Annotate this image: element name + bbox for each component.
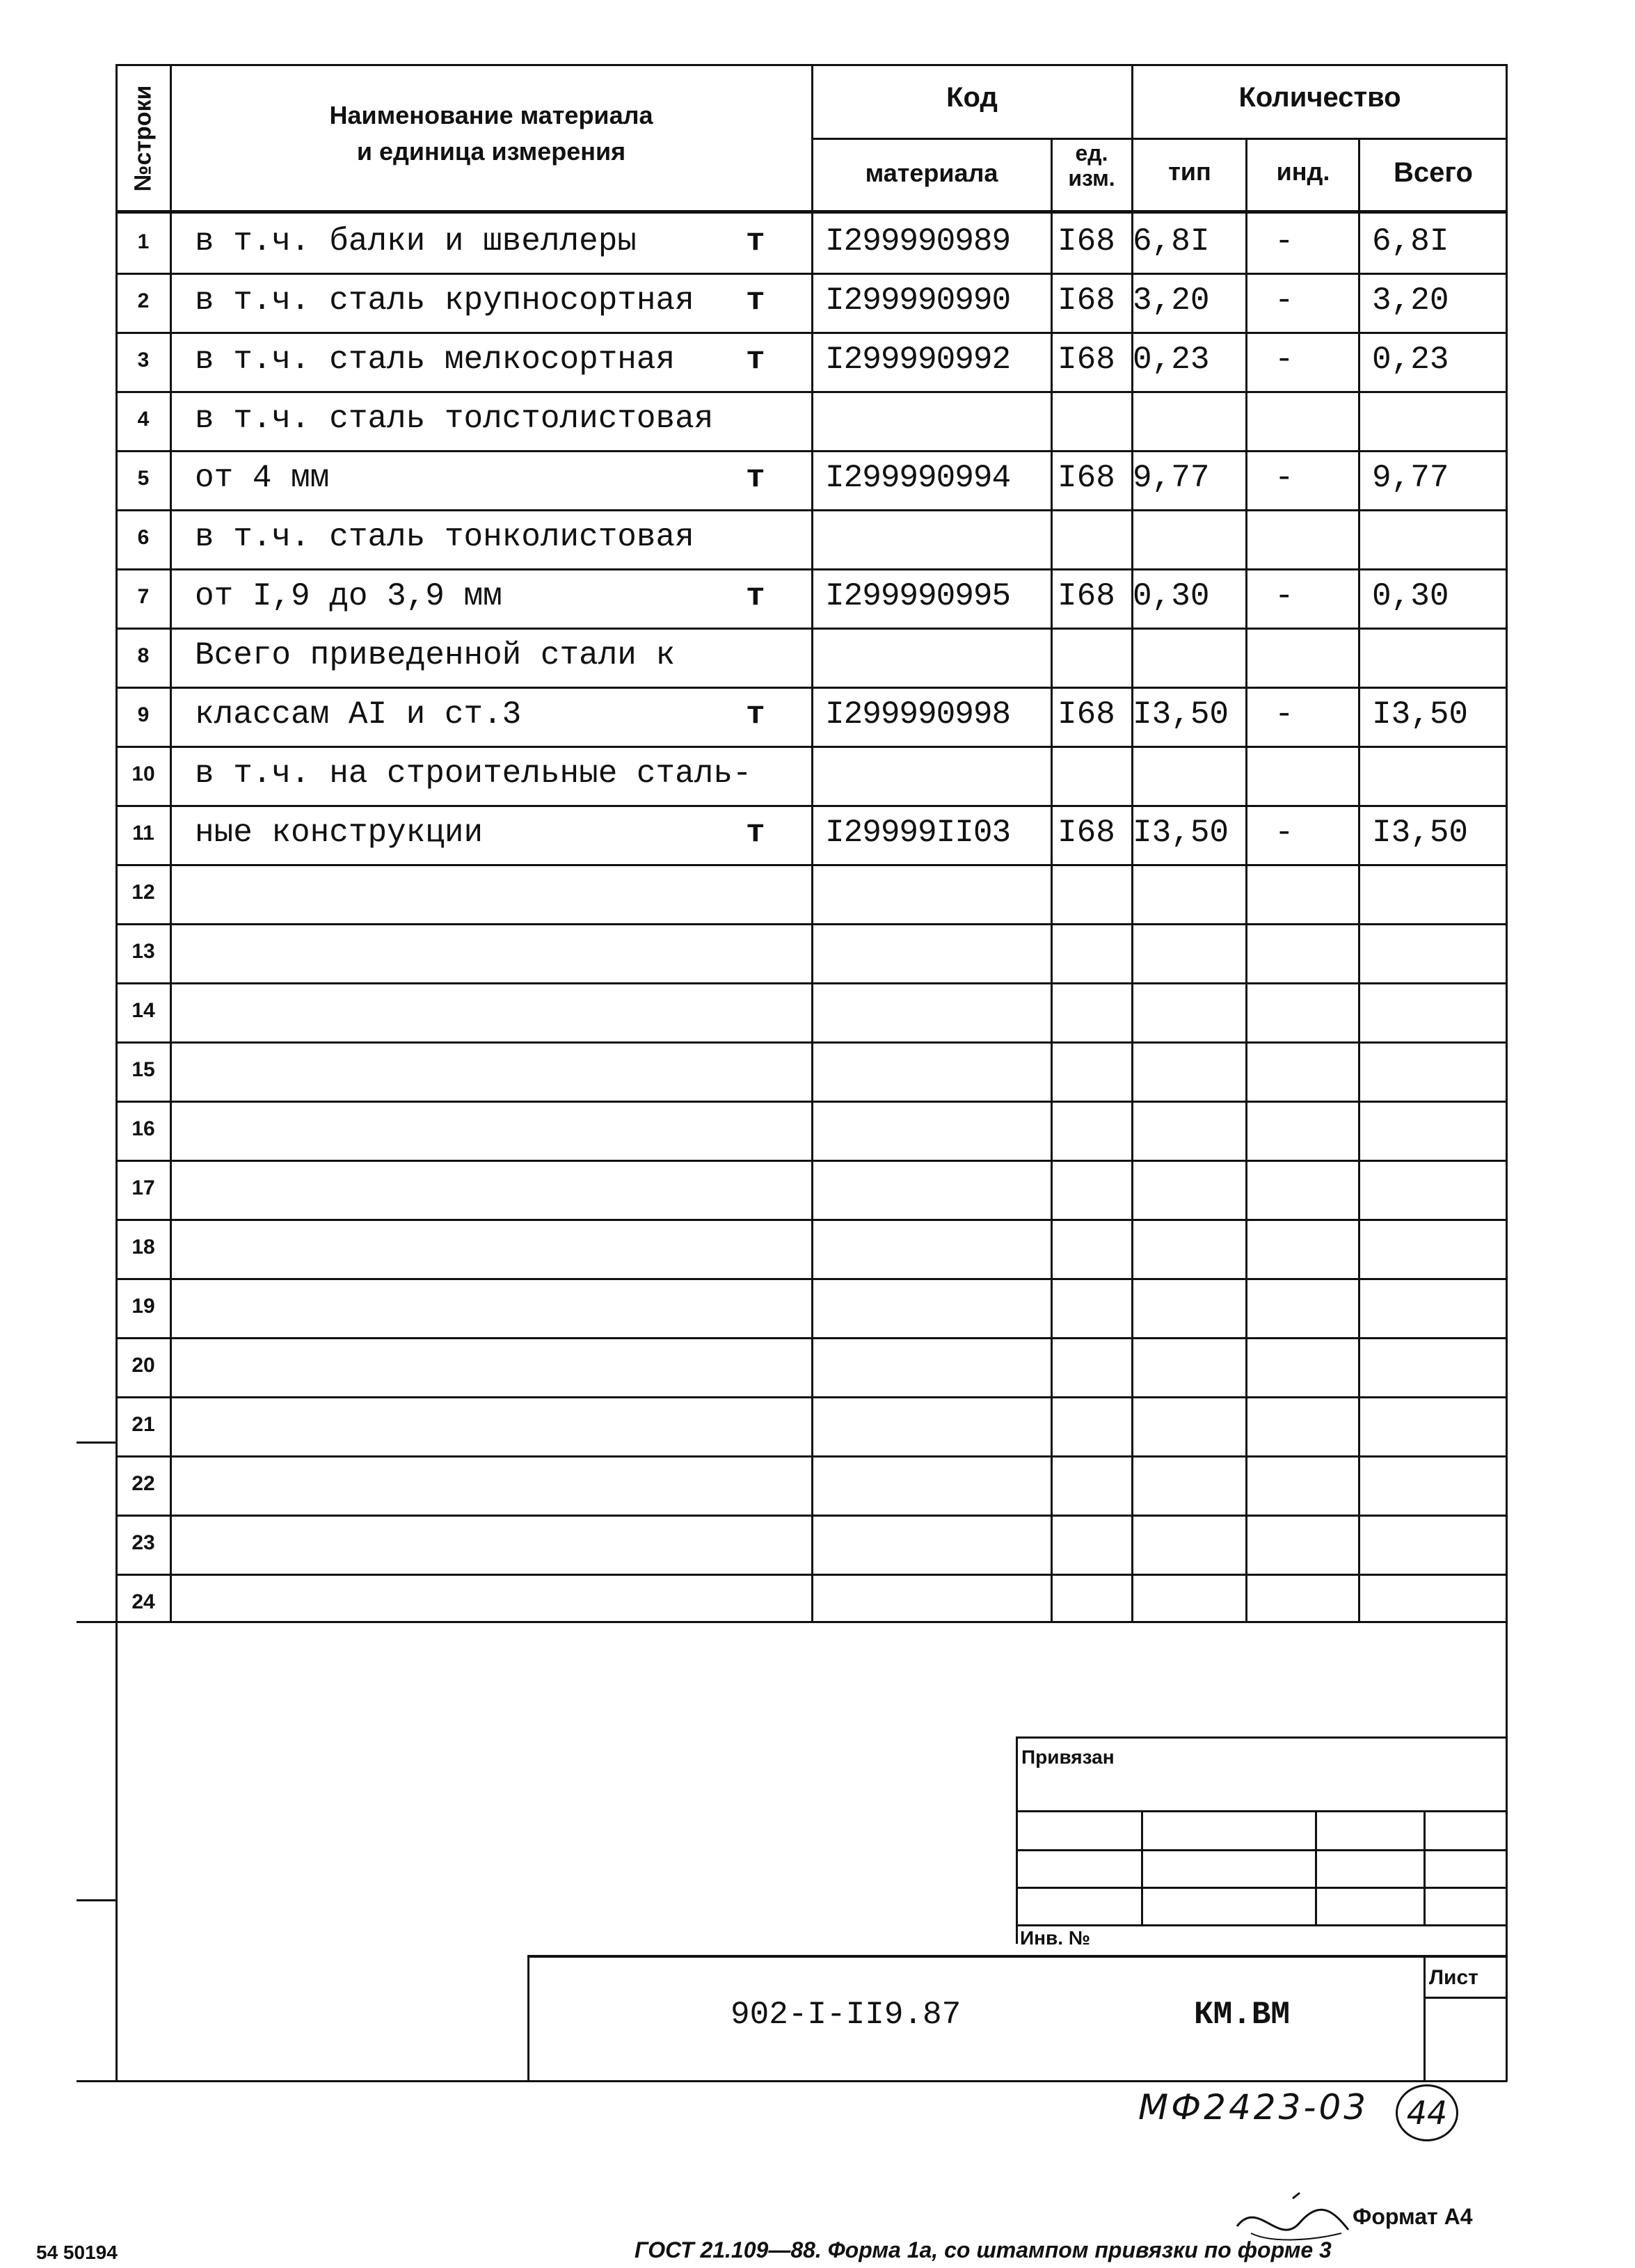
row-number: 19 (131, 1295, 155, 1318)
row-number: 8 (137, 644, 150, 667)
row-qty-type: 9,77 (1133, 460, 1210, 496)
row-unit: т (746, 815, 765, 851)
row-unit-code: I68 (1058, 460, 1115, 496)
row-name: в т.ч. сталь тонколистовая (195, 519, 694, 555)
row-qty-total: 3,20 (1372, 282, 1449, 319)
row-separator (117, 864, 1507, 866)
row-code: I29999II03 (825, 815, 1011, 851)
row-number: 13 (131, 940, 155, 963)
row-unit: т (746, 282, 765, 319)
row-number: 24 (131, 1590, 155, 1613)
row-code: I299990989 (825, 223, 1011, 259)
row-name: в т.ч. сталь крупносортная (195, 282, 694, 319)
sheet-label: Лист (1429, 1966, 1478, 1989)
row-number: 7 (137, 585, 150, 608)
row-separator (117, 568, 1507, 570)
row-unit: т (746, 223, 765, 259)
row-name: в т.ч. сталь мелкосортная (195, 342, 676, 378)
row-unit-code: I68 (1058, 578, 1115, 614)
handwritten-sheet-number: 44 (1406, 2094, 1448, 2132)
row-separator (117, 1396, 1507, 1398)
row-qty-total: 9,77 (1372, 460, 1449, 496)
row-unit: т (746, 460, 765, 496)
row-number: 5 (137, 467, 150, 490)
row-unit: т (746, 578, 765, 614)
name-header-line2: и единица измерения (356, 137, 626, 166)
row-separator (117, 1278, 1507, 1280)
row-separator (117, 332, 1507, 334)
row-name: классам АI и ст.3 (195, 696, 522, 733)
quantity-header: Количество (1238, 82, 1401, 113)
row-separator (117, 1219, 1507, 1221)
row-separator (117, 805, 1507, 807)
row-separator (117, 1574, 1507, 1576)
row-unit: т (746, 342, 765, 378)
gost-form-note: ГОСТ 21.109—88. Форма 1а, со штампом привязки по форме 3 (635, 2237, 1332, 2262)
row-unit: т (746, 696, 765, 733)
code-unit-header-line2: изм. (1068, 166, 1115, 191)
row-number: 18 (131, 1236, 155, 1259)
row-number: 11 (132, 822, 154, 845)
name-header-line1: Наименование материала (329, 101, 653, 129)
inventory-number-label: Инв. № (1020, 1927, 1091, 1949)
row-qty-ind: - (1275, 282, 1294, 319)
document-code: КМ.ВМ (1194, 1997, 1291, 2033)
row-qty-total: I3,50 (1372, 815, 1469, 851)
row-number: 16 (131, 1117, 155, 1140)
row-unit-code: I68 (1058, 282, 1115, 319)
row-qty-type: 6,8I (1133, 223, 1210, 259)
row-number: 4 (137, 408, 150, 431)
row-separator (117, 273, 1507, 275)
row-qty-total: I3,50 (1372, 696, 1469, 733)
row-number: 6 (137, 526, 150, 549)
document-number: 902-I-II9.87 (731, 1997, 962, 2033)
row-code: I299990992 (825, 342, 1011, 378)
row-separator (117, 746, 1507, 748)
row-name: в т.ч. балки и швеллеры (195, 223, 637, 259)
row-qty-type: 0,30 (1133, 578, 1210, 614)
row-unit-code: I68 (1058, 342, 1115, 378)
code-header: Код (946, 82, 998, 113)
row-number: 10 (131, 762, 155, 785)
row-code: I299990994 (825, 460, 1011, 496)
row-separator (117, 1041, 1507, 1044)
row-qty-type: 0,23 (1133, 342, 1210, 378)
quantity-total-header: Всего (1394, 157, 1473, 188)
row-number: 3 (137, 349, 150, 372)
row-qty-type: 3,20 (1133, 282, 1210, 319)
row-separator (117, 391, 1507, 393)
row-name: от 4 мм (195, 460, 330, 496)
name-header (173, 97, 810, 170)
row-qty-type: I3,50 (1133, 696, 1229, 733)
format-label: Формат А4 (1353, 2204, 1473, 2229)
row-unit-code: I68 (1058, 223, 1115, 259)
row-number: 15 (131, 1058, 155, 1081)
row-separator (117, 509, 1507, 511)
row-code: I299990990 (825, 282, 1011, 319)
row-number: 2 (137, 289, 150, 312)
quantity-ind-header: инд. (1276, 157, 1330, 186)
code-unit-header-line1: ед. (1075, 141, 1108, 166)
print-code: 54 50194 (36, 2242, 118, 2263)
row-name: в т.ч. сталь толстолистовая (195, 401, 714, 437)
row-name: от I,9 до 3,9 мм (195, 578, 502, 614)
row-separator (117, 1160, 1507, 1162)
row-code: I299990998 (825, 696, 1011, 733)
row-number-header (118, 67, 168, 210)
row-number: 21 (131, 1413, 155, 1436)
row-code: I299990995 (825, 578, 1011, 614)
row-qty-ind: - (1275, 696, 1294, 733)
row-number: 17 (131, 1176, 155, 1199)
row-number: 22 (131, 1472, 155, 1495)
row-separator (117, 1455, 1507, 1458)
code-unit-header (1053, 141, 1131, 191)
row-number: 9 (137, 703, 150, 726)
row-qty-ind: - (1275, 460, 1294, 496)
row-number: 14 (131, 999, 155, 1022)
row-separator (117, 1337, 1507, 1339)
row-unit-code: I68 (1058, 815, 1115, 851)
row-number-header-label: №строки (129, 85, 157, 192)
row-separator (117, 982, 1507, 984)
row-name: ные конструкции (195, 815, 484, 851)
row-separator (117, 1515, 1507, 1517)
row-number: 20 (131, 1354, 155, 1377)
row-qty-ind: - (1275, 342, 1294, 378)
row-qty-total: 0,23 (1372, 342, 1449, 378)
row-qty-ind: - (1275, 815, 1294, 851)
linked-label: Привязан (1021, 1746, 1115, 1768)
row-unit-code: I68 (1058, 696, 1115, 733)
code-material-header: материала (865, 159, 998, 187)
row-separator (117, 628, 1507, 630)
row-name: в т.ч. на строительные сталь- (195, 756, 752, 792)
handwritten-code: МФ2423-03 (1138, 2087, 1369, 2127)
row-separator (117, 1101, 1507, 1103)
row-qty-ind: - (1275, 578, 1294, 614)
row-number: 1 (137, 230, 150, 253)
row-separator (117, 450, 1507, 452)
row-qty-type: I3,50 (1133, 815, 1229, 851)
row-qty-ind: - (1275, 223, 1294, 259)
row-qty-total: 0,30 (1372, 578, 1449, 614)
row-number: 23 (131, 1531, 155, 1554)
row-separator (117, 923, 1507, 925)
quantity-type-header: тип (1168, 157, 1211, 186)
row-qty-total: 6,8I (1372, 223, 1449, 259)
row-number: 12 (131, 881, 155, 904)
handwritten-sheet-number-circle (1396, 2084, 1458, 2141)
row-separator (117, 687, 1507, 689)
row-name: Всего приведенной стали к (195, 637, 676, 673)
